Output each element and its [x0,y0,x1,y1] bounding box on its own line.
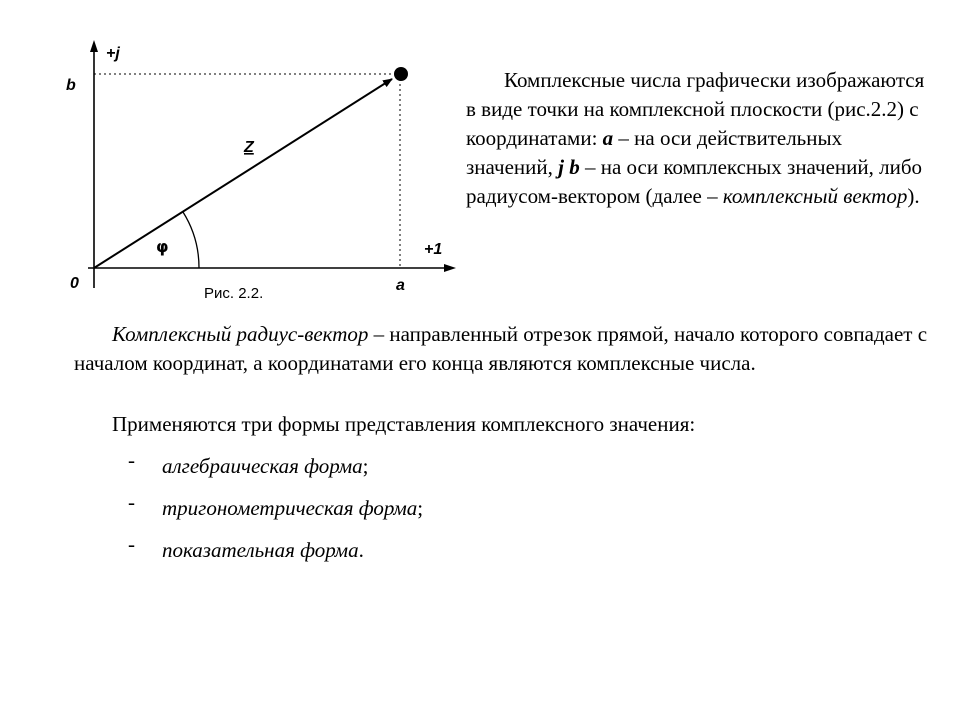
definition-paragraph [74,320,934,378]
origin-label: 0 [70,275,79,292]
vector-label: Z [244,139,254,156]
bullet-dash: - [128,448,135,472]
axis-imag-label: +j [106,45,120,62]
point-b-label: b [66,77,76,94]
list-item [128,526,423,568]
bullet-dash: - [128,490,135,514]
symbol-jb: j b [558,155,580,179]
bullet-dash: - [128,532,135,556]
list-item [128,442,423,484]
vector-endpoint [394,67,408,81]
angle-label: φ [156,237,169,256]
forms-heading: Применяются три формы представления комплексного значения: [112,412,696,436]
intro-text-3: – на оси комплексных значений, либо радиусом-вектором (далее – [466,155,923,208]
axis-real-label: +1 [424,241,443,258]
intro-term: комплексный вектор [722,184,908,208]
form-name: показательная форма [162,538,359,562]
form-name: алгебраическая форма [162,454,363,478]
definition-text: – направленный отрезок прямой, начало которого совпадает с началом координат, а координатами его конца являются комплексные числа. [74,322,928,375]
form-name: тригонометрическая форма [162,496,418,520]
angle-arc [183,212,199,268]
form-punct: ; [417,496,424,520]
definition-term: Комплексный радиус-вектор [112,322,369,346]
intro-text-1: Комплексные числа графически изображаются в виде точки на комплексной плоскости (рис.2.2) с координатами: [466,68,925,150]
list-item [128,484,423,526]
intro-text-2: – на оси действительных значений, [466,126,843,179]
forms-list [128,442,423,568]
intro-paragraph [466,66,926,211]
form-punct: . [358,538,364,562]
intro-text-4: ). [907,184,920,208]
real-axis-arrow [444,264,456,272]
form-punct: ; [362,454,369,478]
point-a-label: a [396,277,405,294]
figure-caption: Рис. 2.2. [204,285,264,302]
symbol-a: a [602,126,614,150]
imaginary-axis-arrow [90,40,98,52]
vector-z [94,79,392,268]
